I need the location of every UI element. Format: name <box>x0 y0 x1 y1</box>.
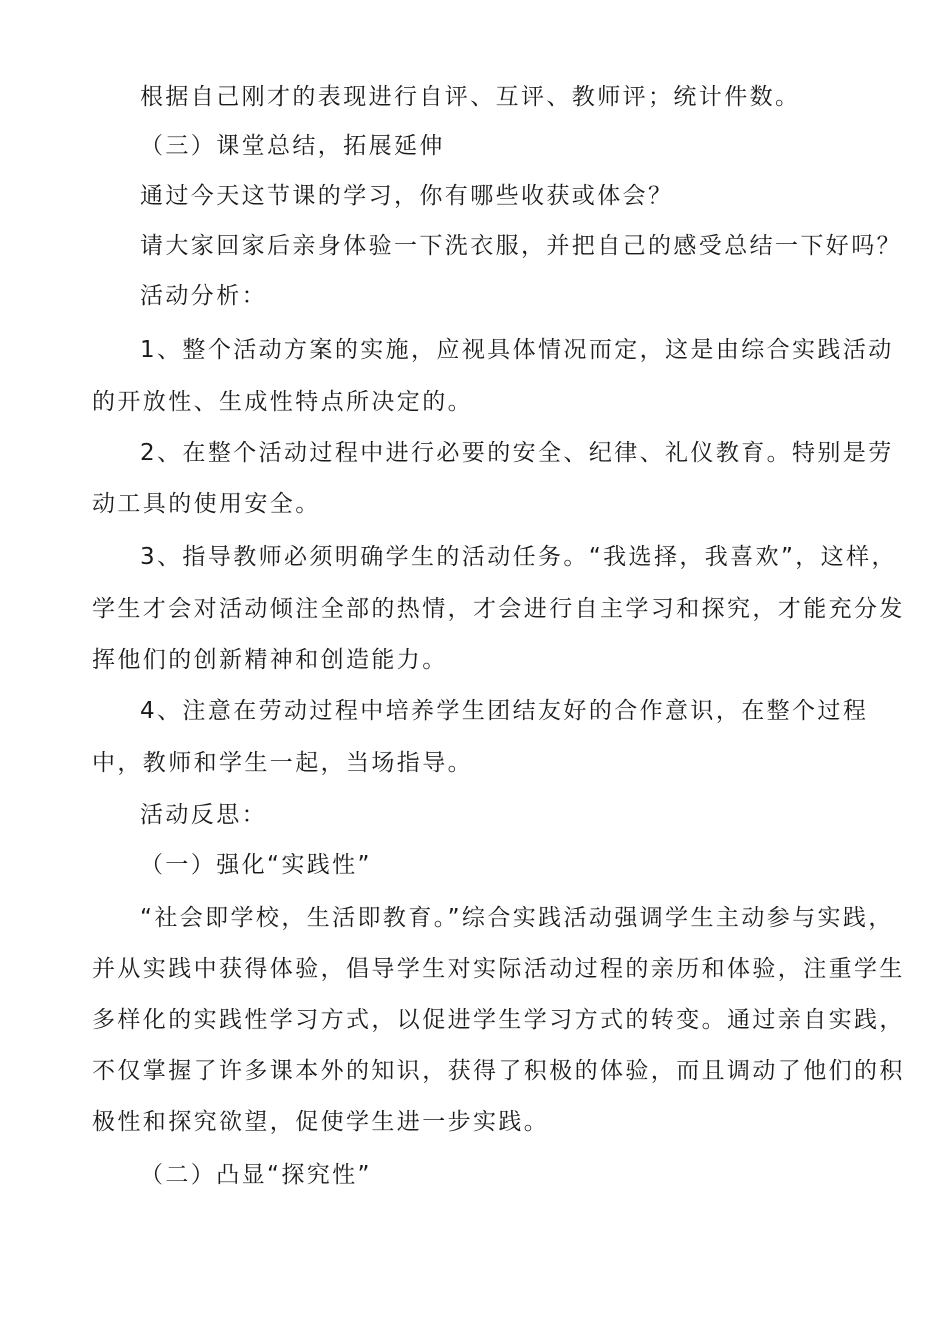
paragraph-line: 并从实践中获得体验，倡导学生对实际活动过程的亲历和体验，注重学生 <box>92 956 905 982</box>
paragraph-line: 的开放性、生成性特点所决定的。 <box>92 389 473 415</box>
section-heading: 活动分析： <box>140 283 267 309</box>
paragraph-line: 通过今天这节课的学习，你有哪些收获或体会？ <box>140 183 674 209</box>
section-heading: 活动反思： <box>140 802 267 828</box>
section-heading: （二）凸显“探究性” <box>140 1162 372 1188</box>
paragraph-line: 动工具的使用安全。 <box>92 491 321 517</box>
paragraph-line: 挥他们的创新精神和创造能力。 <box>92 647 448 673</box>
paragraph-line: 根据自己刚才的表现进行自评、互评、教师评；统计件数。 <box>140 84 801 110</box>
section-heading: （一）强化“实践性” <box>140 852 372 878</box>
section-heading: （三）课堂总结，拓展延伸 <box>140 133 445 159</box>
paragraph-line: “社会即学校，生活即教育。”综合实践活动强调学生主动参与实践， <box>140 905 894 931</box>
paragraph-line: 3、指导教师必须明确学生的活动任务。“我选择，我喜欢”，这样， <box>140 544 897 570</box>
paragraph-line: 请大家回家后亲身体验一下洗衣服，并把自己的感受总结一下好吗？ <box>140 233 902 259</box>
paragraph-line: 中，教师和学生一起，当场指导。 <box>92 750 473 776</box>
paragraph-line: 多样化的实践性学习方式，以促进学生学习方式的转变。通过亲自实践， <box>92 1007 905 1033</box>
paragraph-line: 1、整个活动方案的实施，应视具体情况而定，这是由综合实践活动 <box>140 337 894 363</box>
paragraph-line: 极性和探究欲望，促使学生进一步实践。 <box>92 1109 550 1135</box>
paragraph-line: 学生才会对活动倾注全部的热情，才会进行自主学习和探究，才能充分发 <box>92 596 905 622</box>
paragraph-line: 4、注意在劳动过程中培养学生团结友好的合作意识，在整个过程 <box>140 698 869 724</box>
paragraph-line: 2、在整个活动过程中进行必要的安全、纪律、礼仪教育。特别是劳 <box>140 440 894 466</box>
paragraph-line: 不仅掌握了许多课本外的知识，获得了积极的体验，而且调动了他们的积 <box>92 1058 905 1084</box>
